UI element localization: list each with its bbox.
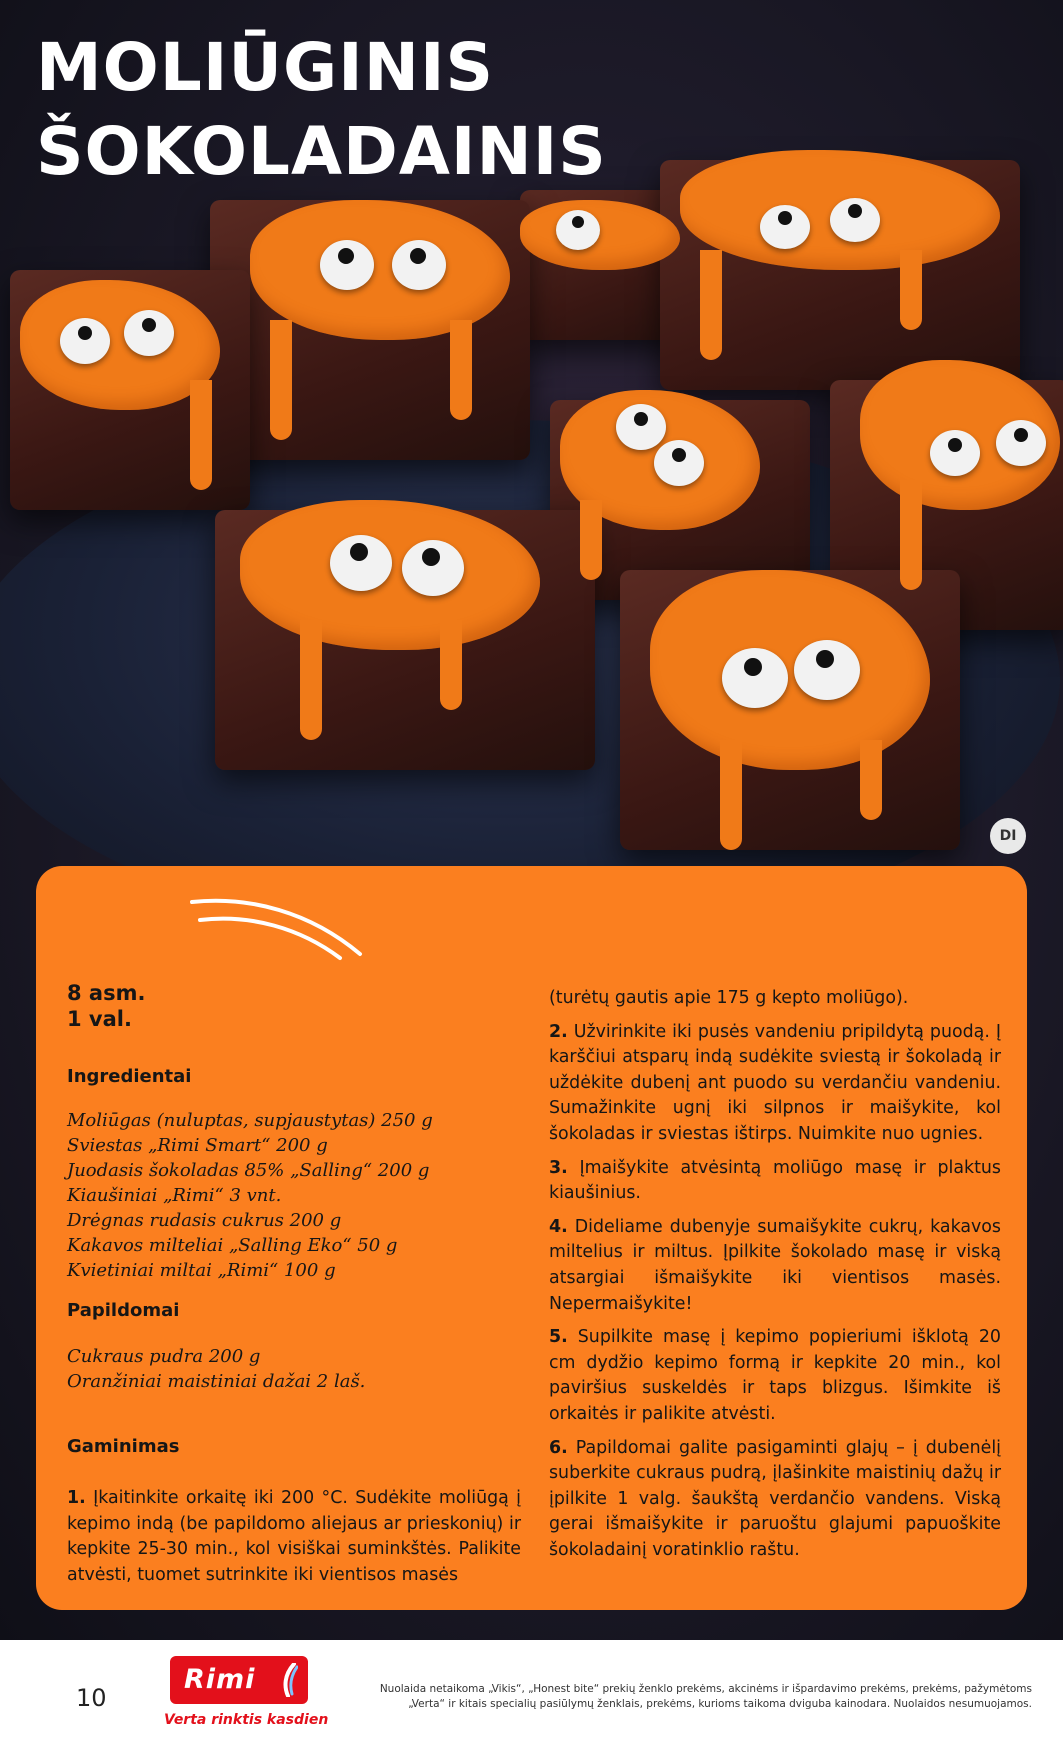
- ingredient-item: Sviestas „Rimi Smart“ 200 g: [67, 1135, 328, 1156]
- candy-eye: [722, 648, 788, 708]
- step-number: 3.: [549, 1157, 568, 1178]
- step-text: Užvirinkite iki pusės vandeniu pripildytą puodą. Į karščiui atsparų indą sudėkite sviestą ir šokoladą ir uždėkite dubenį ant puodo su verdančiu vandeniu. Sumažinkite ugnį iki silpnos ir maišykite, kol šokoladas ir sviestas ištirps. Nuimkite nuo ugnies.: [549, 1021, 1001, 1144]
- eye-pupil: [350, 543, 368, 561]
- eye-pupil: [572, 216, 584, 228]
- step-number: 4.: [549, 1216, 568, 1237]
- step-text: Įkaitinkite orkaitę iki 200 °C. Sudėkite moliūgą į kepimo indą (be papildomo aliejaus ar prieskonių) ir kepkite 25-30 min., kol visiškai suminkštės. Palikite atvėsti, tuomet sutrinkite iki vientisos masės: [67, 1488, 521, 1585]
- page-number: 10: [76, 1684, 107, 1712]
- eye-pupil: [78, 326, 92, 340]
- cook-time: 1 val.: [67, 1007, 132, 1031]
- eye-pupil: [142, 318, 156, 332]
- method-column-right: [549, 986, 1001, 1563]
- candy-eye: [60, 318, 110, 364]
- eye-pupil: [778, 211, 792, 225]
- candy-eye: [320, 240, 374, 290]
- ingredient-item: Kiaušiniai „Rimi“ 3 vnt.: [67, 1185, 282, 1206]
- step-4: [549, 1215, 1001, 1317]
- method-heading: Gaminimas: [67, 1436, 180, 1457]
- extras-list: [67, 1344, 365, 1394]
- candy-eye: [330, 535, 392, 591]
- candy-eye: [930, 430, 980, 476]
- eye-pupil: [848, 204, 862, 218]
- page-title: [36, 26, 607, 194]
- step-number: 1.: [67, 1488, 86, 1508]
- decorative-swoosh-icon: [190, 892, 370, 962]
- eye-pupil: [410, 248, 426, 264]
- ingredient-item: Juodasis šokoladas 85% „Salling“ 200 g: [67, 1160, 430, 1181]
- candy-eye: [794, 640, 860, 700]
- extras-heading: Papildomai: [67, 1300, 180, 1321]
- eye-pupil: [672, 448, 686, 462]
- eye-pupil: [1014, 428, 1028, 442]
- ai-badge: DI: [990, 818, 1026, 854]
- glaze-drip: [700, 250, 722, 360]
- servings: 8 asm.: [67, 981, 146, 1005]
- candy-eye: [392, 240, 446, 290]
- rimi-logo[interactable]: [170, 1656, 308, 1704]
- candy-eye: [996, 420, 1046, 466]
- glaze-drip: [270, 320, 292, 440]
- glaze-drip: [580, 500, 602, 580]
- disclaimer-line: „Verta“ ir kitais specialių pasiūlymų ženklais, prekėms, kurioms taikoma dviguba kainodara. Nuolaidos nesumuojamos.: [408, 1698, 1032, 1710]
- step-1: [67, 1486, 521, 1588]
- ingredient-item: Drėgnas rudasis cukrus 200 g: [67, 1210, 342, 1231]
- step-text: (turėtų gautis apie 175 g kepto moliūgo).: [549, 988, 909, 1008]
- rimi-swoosh-icon: [280, 1663, 298, 1697]
- step-text: Papildomai galite pasigaminti glajų – į dubenėlį suberkite cukraus pudrą, įlašinkite maistinių dažų ir įpilkite 1 valg. šaukštą verdančio vandens. Viską gerai išmaišykite ir paruoštu glajumi papuoškite šokoladainį voratinklio raštu.: [549, 1437, 1001, 1560]
- eye-pupil: [948, 438, 962, 452]
- logo-text: Rimi: [184, 1664, 256, 1695]
- disclaimer-line: Nuolaida netaikoma „Vikis“, „Honest bite“ prekių ženklo prekėms, akcinėms ir išpardavimo prekėms, prekėms, pažymėtoms: [379, 1683, 1032, 1695]
- step-number: 6.: [549, 1437, 568, 1458]
- step-3: [549, 1156, 1001, 1207]
- step-number: 5.: [549, 1327, 568, 1348]
- eye-pupil: [634, 412, 648, 426]
- glaze-drip: [900, 250, 922, 330]
- glaze-drip: [860, 740, 882, 820]
- title-line-2: ŠOKOLADAINIS: [36, 113, 607, 190]
- disclaimer: [360, 1682, 1032, 1712]
- extra-item: Oranžiniai maistiniai dažai 2 laš.: [67, 1371, 366, 1392]
- glaze-drip: [900, 480, 922, 590]
- step-text: Dideliame dubenyje sumaišykite cukrų, kakavos miltelius ir miltus. Įpilkite šokolado masę ir viską atsargiai išmaišykite iki vientisos masės. Nepermaišykite!: [549, 1216, 1001, 1314]
- step-1-continued: [549, 986, 1001, 1012]
- step-5: [549, 1325, 1001, 1427]
- candy-eye: [616, 404, 666, 450]
- glaze-drip: [450, 320, 472, 420]
- ingredients-list: [67, 1108, 433, 1283]
- recipe-meta: [67, 980, 145, 1032]
- ingredient-item: Moliūgas (nuluptas, supjaustytas) 250 g: [67, 1110, 433, 1131]
- ingredient-item: Kvietiniai miltai „Rimi“ 100 g: [67, 1260, 336, 1281]
- extra-item: Cukraus pudra 200 g: [67, 1346, 261, 1367]
- candy-eye: [556, 210, 600, 250]
- step-text: Supilkite masę į kepimo popieriumi išklotą 20 cm dydžio kepimo formą ir kepkite 20 min., kol paviršius suskeldės ir taps blizgus. Išimkite iš orkaitės ir palikite atvėsti.: [549, 1327, 1001, 1424]
- candy-eye: [124, 310, 174, 356]
- ingredient-item: Kakavos milteliai „Salling Eko“ 50 g: [67, 1235, 398, 1256]
- step-6: [549, 1436, 1001, 1564]
- glaze-drip: [300, 620, 322, 740]
- candy-eye: [830, 198, 880, 242]
- glaze-drip: [440, 620, 462, 710]
- step-2: [549, 1020, 1001, 1148]
- candy-eye: [402, 540, 464, 596]
- eye-pupil: [816, 650, 834, 668]
- eye-pupil: [338, 248, 354, 264]
- eye-pupil: [744, 658, 762, 676]
- title-line-1: MOLIŪGINIS: [36, 29, 495, 106]
- glaze-drip: [720, 740, 742, 850]
- brand-tagline: Verta rinktis kasdien: [164, 1712, 329, 1728]
- candy-eye: [760, 205, 810, 249]
- glaze-drip: [190, 380, 212, 490]
- candy-eye: [654, 440, 704, 486]
- ingredients-heading: Ingredientai: [67, 1066, 192, 1087]
- step-text: Įmaišykite atvėsintą moliūgo masę ir plaktus kiaušinius.: [549, 1157, 1001, 1204]
- eye-pupil: [422, 548, 440, 566]
- step-number: 2.: [549, 1021, 568, 1042]
